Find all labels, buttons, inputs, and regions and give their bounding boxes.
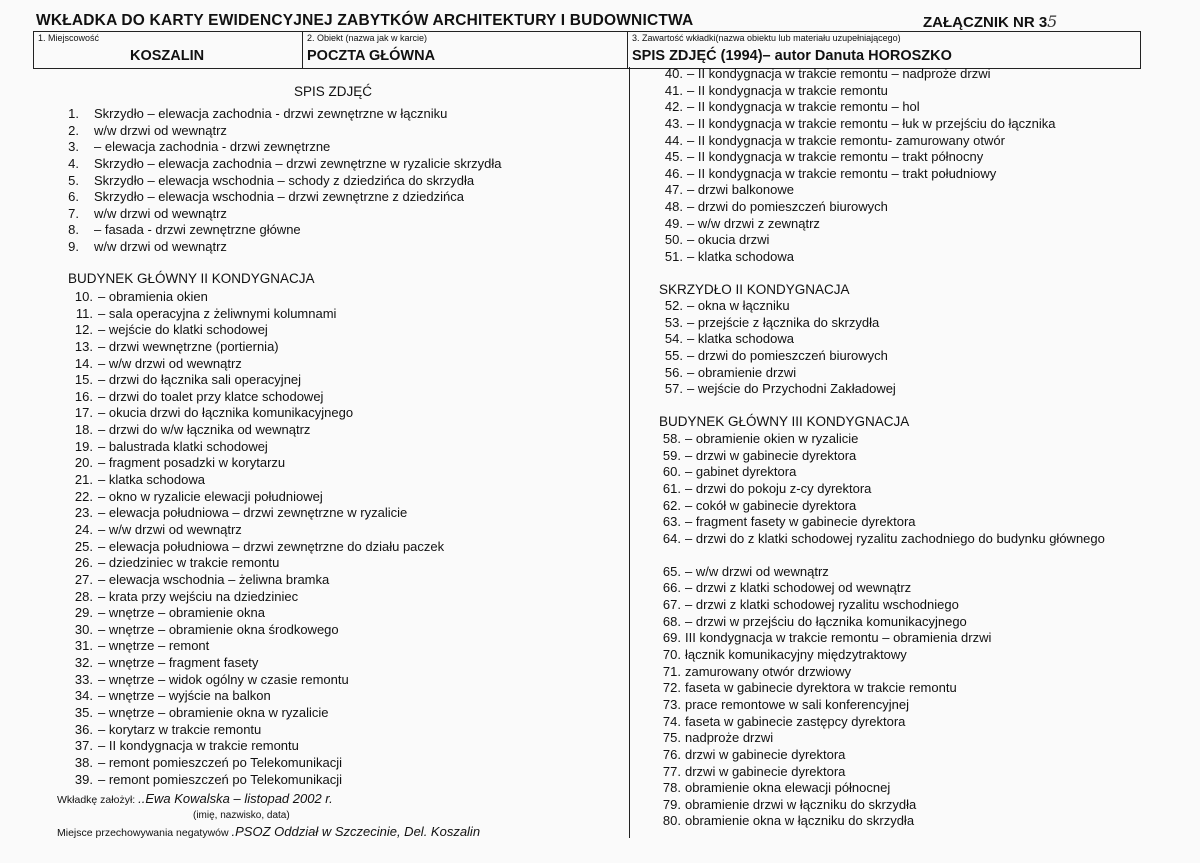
item-text: – wnętrze – obramienie okna w ryzalicie bbox=[98, 705, 329, 721]
item-number: 52. bbox=[664, 298, 683, 313]
item-text: – okna w łączniku bbox=[687, 298, 790, 313]
item-number: 12. bbox=[74, 322, 93, 338]
item-number: 65. bbox=[662, 563, 681, 579]
item-number: 48. bbox=[664, 199, 683, 215]
item-text: – II kondygnacja w trakcie remontu bbox=[98, 738, 299, 754]
item-text: – drzwi z klatki schodowej od wewnątrz bbox=[685, 580, 912, 596]
locality-label: 1. Miejscowość bbox=[38, 33, 100, 43]
item-text: – drzwi do toalet przy klatce schodowej bbox=[98, 388, 324, 404]
item-number: 76. bbox=[662, 746, 681, 762]
item-number: 53. bbox=[664, 314, 683, 330]
item-number: 43. bbox=[664, 115, 683, 131]
item-text: – drzwi wewnętrzne (portiernia) bbox=[98, 338, 279, 354]
item-text: – klatka schodowa bbox=[687, 331, 794, 347]
section-heading-main-floor-2: BUDYNEK GŁÓWNY II KONDYGNACJA bbox=[68, 271, 315, 286]
annex-number bbox=[923, 12, 1057, 31]
item-number: 15. bbox=[74, 372, 93, 388]
item-number: 28. bbox=[74, 588, 93, 604]
author-line bbox=[57, 791, 333, 806]
annex-label: ZAŁĄCZNIK NR 3 bbox=[923, 14, 1048, 31]
item-text: – w/w drzwi od wewnątrz bbox=[98, 355, 242, 371]
item-number: 4. bbox=[68, 155, 79, 171]
item-number: 38. bbox=[74, 754, 93, 770]
item-text: – obramienie drzwi bbox=[687, 364, 797, 380]
item-number: 25. bbox=[74, 538, 93, 554]
item-number: 34. bbox=[74, 688, 93, 704]
item-number: 40. bbox=[664, 66, 683, 81]
item-text: – obramienia okien bbox=[98, 289, 208, 304]
item-number: 1. bbox=[68, 106, 79, 121]
document-title: WKŁADKA DO KARTY EWIDENCYJNEJ ZABYTKÓW ARCHITEKTURY I BUDOWNICTWA bbox=[36, 12, 694, 29]
item-number: 67. bbox=[662, 597, 681, 613]
item-text: – przejście z łącznika do skrzydła bbox=[687, 314, 880, 330]
item-text: – drzwi w gabinecie dyrektora bbox=[685, 447, 857, 463]
item-number: 41. bbox=[664, 82, 683, 98]
item-text: – wnętrze – wyjście na balkon bbox=[98, 688, 271, 704]
item-number: 18. bbox=[74, 422, 93, 438]
item-number: 80. bbox=[662, 813, 681, 829]
item-number: 62. bbox=[662, 497, 681, 513]
item-number: 32. bbox=[74, 655, 93, 671]
item-text: nadproże drzwi bbox=[685, 730, 774, 746]
item-text: w/w drzwi od wewnątrz bbox=[94, 122, 227, 138]
item-number: 33. bbox=[74, 671, 93, 687]
object-label: 2. Obiekt (nazwa jak w karcie) bbox=[307, 33, 428, 43]
item-number: 63. bbox=[662, 514, 681, 530]
item-number: 7. bbox=[68, 205, 79, 221]
item-text: Skrzydło – elewacja wschodnia – drzwi zewnętrzne z dziedzińca bbox=[94, 189, 464, 205]
photo-list-heading: SPIS ZDJĘĆ bbox=[294, 84, 373, 99]
item-text: – wejście do klatki schodowej bbox=[98, 322, 268, 338]
item-number: 45. bbox=[664, 149, 683, 165]
item-number: 30. bbox=[74, 621, 93, 637]
item-text: – okucia drzwi bbox=[687, 232, 770, 248]
item-number: 19. bbox=[74, 438, 93, 454]
item-number: 57. bbox=[664, 381, 683, 397]
item-number: 56. bbox=[664, 364, 683, 380]
header-table bbox=[33, 31, 1141, 69]
item-text: – II kondygnacja w trakcie remontu – łuk w przejściu do łącznika bbox=[687, 115, 1056, 131]
item-text: – drzwi do łącznika sali operacyjnej bbox=[98, 372, 302, 388]
item-text: Skrzydło – elewacja zachodnia – drzwi zewnętrzne w ryzalicie skrzydła bbox=[94, 155, 502, 171]
item-number: 58. bbox=[662, 431, 681, 446]
item-text: faseta w gabinecie zastępcy dyrektora bbox=[685, 713, 906, 729]
item-number: 46. bbox=[664, 165, 683, 181]
item-number: 70. bbox=[662, 647, 681, 663]
item-text: – w/w drzwi od wewnątrz bbox=[98, 521, 242, 537]
item-text: – II kondygnacja w trakcie remontu – hol bbox=[687, 99, 920, 115]
storage-label: Miejsce przechowywania negatywów bbox=[57, 827, 229, 839]
item-text: – krata przy wejściu na dziedziniec bbox=[98, 588, 299, 604]
item-text: – okno w ryzalicie elewacji południowej bbox=[98, 488, 323, 504]
contents-value: SPIS ZDJĘĆ (1994)– autor Danuta HOROSZKO bbox=[632, 48, 952, 64]
item-number: 36. bbox=[74, 721, 93, 737]
item-text: obramienie okna w łączniku do skrzydła bbox=[685, 813, 915, 829]
item-number: 16. bbox=[74, 388, 93, 404]
item-number: 31. bbox=[74, 638, 93, 654]
item-text: – okucia drzwi do łącznika komunikacyjnego bbox=[98, 405, 354, 421]
item-text: – klatka schodowa bbox=[687, 249, 794, 265]
item-text: – II kondygnacja w trakcie remontu- zamurowany otwór bbox=[687, 132, 1005, 148]
item-number: 10. bbox=[74, 289, 93, 304]
item-text: – klatka schodowa bbox=[98, 472, 205, 488]
item-number: 60. bbox=[662, 464, 681, 480]
item-number: 11. bbox=[75, 305, 93, 321]
item-text: w/w drzwi od wewnątrz bbox=[94, 239, 227, 255]
item-number: 24. bbox=[74, 521, 93, 537]
item-number: 20. bbox=[74, 455, 93, 471]
item-number: 54. bbox=[664, 331, 683, 347]
item-text: – drzwi balkonowe bbox=[687, 182, 794, 198]
item-text: – II kondygnacja w trakcie remontu – trakt południowy bbox=[687, 165, 997, 181]
item-number: 29. bbox=[74, 605, 93, 621]
item-text: – fasada - drzwi zewnętrzne główne bbox=[94, 222, 301, 238]
item-number: 59. bbox=[662, 447, 681, 463]
item-number: 14. bbox=[74, 355, 93, 371]
locality-value: KOSZALIN bbox=[130, 48, 205, 64]
item-number: 49. bbox=[664, 215, 683, 231]
item-text: – II kondygnacja w trakcie remontu bbox=[687, 82, 888, 98]
author-value: ..Ewa Kowalska – listopad 2002 r. bbox=[138, 791, 333, 806]
item-text: – obramienie okien w ryzalicie bbox=[685, 431, 859, 446]
item-text: – sala operacyjna z żeliwnymi kolumnami bbox=[98, 305, 337, 321]
item-text: – wejście do Przychodni Zakładowej bbox=[687, 381, 896, 397]
item-text: drzwi w gabinecie dyrektora bbox=[685, 746, 846, 762]
item-text: – wnętrze – obramienie okna bbox=[98, 605, 265, 621]
item-text: – drzwi do pomieszczeń biurowych bbox=[687, 347, 888, 363]
item-number: 69. bbox=[662, 630, 681, 646]
item-number: 78. bbox=[662, 780, 681, 796]
item-text: – w/w drzwi od wewnątrz bbox=[685, 563, 829, 579]
header-cell-locality bbox=[34, 32, 303, 68]
item-number: 50. bbox=[664, 232, 683, 248]
storage-value: .PSOZ Oddział w Szczecinie, Del. Koszalin bbox=[231, 824, 481, 839]
item-text: – gabinet dyrektora bbox=[685, 464, 797, 480]
header-cell-object bbox=[303, 32, 628, 68]
item-text: – drzwi do w/w łącznika od wewnątrz bbox=[98, 422, 311, 438]
item-number: 21. bbox=[74, 472, 93, 488]
item-number: 37. bbox=[74, 738, 93, 754]
item-number: 44. bbox=[664, 132, 683, 148]
annex-handwritten-digit: 5 bbox=[1047, 12, 1058, 31]
item-number: 8. bbox=[68, 222, 79, 238]
item-text: Skrzydło – elewacja zachodnia - drzwi zewnętrzne w łączniku bbox=[94, 106, 448, 121]
item-text: – elewacja wschodnia – żeliwna bramka bbox=[98, 571, 330, 587]
item-number: 75. bbox=[662, 730, 681, 746]
section-heading-wing-floor-2: SKRZYDŁO II KONDYGNACJA bbox=[659, 282, 850, 297]
item-text: – elewacja południowa – drzwi zewnętrzne do działu paczek bbox=[98, 538, 445, 554]
item-text: – drzwi do z klatki schodowej ryzalitu zachodniego do budynku głównego bbox=[685, 530, 1105, 546]
contents-label: 3. Zawartość wkładki(nazwa obiektu lub materiału uzupełniającego) bbox=[632, 33, 901, 43]
item-number: 61. bbox=[662, 480, 681, 496]
item-text: prace remontowe w sali konferencyjnej bbox=[685, 696, 909, 712]
header-cell-contents bbox=[628, 32, 1140, 68]
item-number: 2. bbox=[68, 122, 79, 138]
item-text: faseta w gabinecie dyrektora w trakcie remontu bbox=[685, 680, 957, 696]
item-number: 72. bbox=[662, 680, 681, 696]
section-heading-main-floor-3: BUDYNEK GŁÓWNY III KONDYGNACJA bbox=[659, 414, 910, 429]
item-text: – II kondygnacja w trakcie remontu – trakt północny bbox=[687, 149, 984, 165]
item-text: w/w drzwi od wewnątrz bbox=[94, 205, 227, 221]
item-text: – wnętrze – obramienie okna środkowego bbox=[98, 621, 339, 637]
item-text: – cokół w gabinecie dyrektora bbox=[685, 497, 857, 513]
author-label: Wkładkę założył: bbox=[57, 794, 136, 806]
item-text: – drzwi do pomieszczeń biurowych bbox=[687, 199, 888, 215]
item-text: – drzwi w przejściu do łącznika komunikacyjnego bbox=[685, 613, 967, 629]
item-number: 27. bbox=[74, 571, 93, 587]
item-number: 68. bbox=[662, 613, 681, 629]
item-number: 55. bbox=[664, 347, 683, 363]
item-text: – II kondygnacja w trakcie remontu – nadproże drzwi bbox=[687, 66, 991, 81]
item-number: 51. bbox=[664, 249, 683, 265]
item-number: 3. bbox=[68, 139, 79, 155]
item-number: 9. bbox=[68, 239, 79, 255]
item-number: 6. bbox=[68, 189, 79, 205]
item-number: 23. bbox=[74, 505, 93, 521]
item-text: – fragment fasety w gabinecie dyrektora bbox=[685, 514, 916, 530]
item-number: 71. bbox=[662, 663, 681, 679]
object-value: POCZTA GŁÓWNA bbox=[307, 48, 436, 64]
item-text: drzwi w gabinecie dyrektora bbox=[685, 763, 846, 779]
item-text: – dziedziniec w trakcie remontu bbox=[98, 555, 280, 571]
item-number: 66. bbox=[662, 580, 681, 596]
item-number: 47. bbox=[664, 182, 683, 198]
item-text: – fragment posadzki w korytarzu bbox=[98, 455, 286, 471]
item-text: – elewacja południowa – drzwi zewnętrzne w ryzalicie bbox=[98, 505, 408, 521]
item-number: 42. bbox=[664, 99, 683, 115]
item-text: – wnętrze – widok ogólny w czasie remontu bbox=[98, 671, 349, 687]
column-divider bbox=[629, 67, 630, 838]
item-text: Skrzydło – elewacja wschodnia – schody z dziedzińca do skrzydła bbox=[94, 172, 475, 188]
item-text: – remont pomieszczeń po Telekomunikacji bbox=[98, 754, 342, 770]
item-number: 64. bbox=[662, 530, 681, 546]
item-number: 5. bbox=[68, 172, 79, 188]
item-text: – drzwi do pokoju z-cy dyrektora bbox=[685, 480, 872, 496]
item-number: 17. bbox=[74, 405, 93, 421]
item-text: – wnętrze – fragment fasety bbox=[98, 655, 259, 671]
item-text: – wnętrze – remont bbox=[98, 638, 210, 654]
item-text: – drzwi z klatki schodowej ryzalitu wschodniego bbox=[685, 597, 959, 613]
item-text: III kondygnacja w trakcie remontu – obramienia drzwi bbox=[685, 630, 992, 646]
item-number: 22. bbox=[74, 488, 93, 504]
item-text: łącznik komunikacyjny międzytraktowy bbox=[685, 647, 907, 663]
item-number: 39. bbox=[74, 771, 93, 787]
storage-line bbox=[57, 824, 480, 839]
item-text: – w/w drzwi z zewnątrz bbox=[687, 215, 820, 231]
item-text: obramienie okna elewacji północnej bbox=[685, 780, 891, 796]
item-number: 77. bbox=[662, 763, 681, 779]
item-text: obramienie drzwi w łączniku do skrzydła bbox=[685, 796, 917, 812]
item-number: 74. bbox=[662, 713, 681, 729]
item-number: 79. bbox=[662, 796, 681, 812]
item-text: zamurowany otwór drzwiowy bbox=[685, 663, 852, 679]
author-hint: (imię, nazwisko, data) bbox=[193, 810, 290, 821]
item-text: – elewacja zachodnia - drzwi zewnętrzne bbox=[94, 139, 331, 155]
item-number: 35. bbox=[74, 705, 93, 721]
item-number: 13. bbox=[74, 338, 93, 354]
item-number: 26. bbox=[74, 555, 93, 571]
item-number: 73. bbox=[662, 696, 681, 712]
item-text: – remont pomieszczeń po Telekomunikacji bbox=[98, 771, 342, 787]
item-text: – balustrada klatki schodowej bbox=[98, 438, 268, 454]
item-text: – korytarz w trakcie remontu bbox=[98, 721, 262, 737]
